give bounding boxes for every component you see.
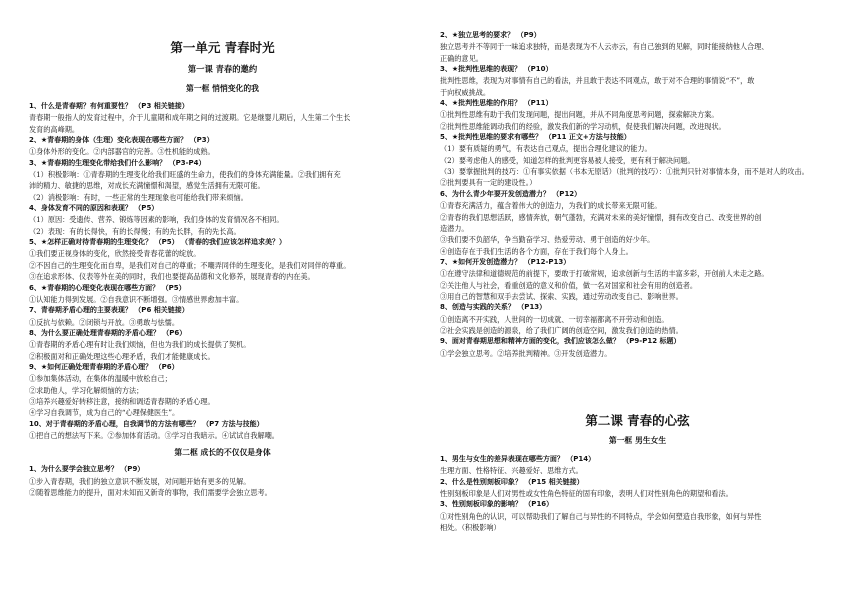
answer-line: （2）消极影响：有时，一些正常的生理现象也可能给我们带来烦恼。 — [29, 192, 248, 202]
question-heading: 1、什么是青春期？有何重要性？ （P3 相关链接） — [29, 102, 189, 110]
question-heading: 7、青春期矛盾心理的主要表现？ （P6 相关链接） — [29, 306, 189, 315]
answer-line: ②批判性思维能调动我们的经验，激发我们新的学习动机，促使我们解决问题，改进现状。 — [440, 121, 726, 131]
question-heading: 8、为什么要正确处理青春期的矛盾心理？ （P6） — [29, 328, 187, 337]
answer-line: 于向权威挑战。 — [440, 87, 490, 97]
answer-line: 批判性思维，表现为对事情有自己的看法，并且敢于表达不同观点，敢于对不合理的事情说“不”，敢 — [440, 76, 755, 86]
answer-line: 正确的意见。 — [440, 53, 483, 63]
answer-line: ①我们要正视身体的变化，欣然接受青春花蕾的绽放。 — [29, 249, 201, 259]
question-heading: 5、★怎样正确对待青春期的生理变化？ （P5） （青春的我们应该怎样追求美？） — [29, 238, 287, 247]
answer-line: 发育的高峰期。 — [29, 124, 79, 134]
question-heading: 1、男生与女生的差异表现在哪些方面？ （P14） — [440, 454, 596, 463]
question-heading: 5、★批判性思维的要求有哪些？ （P11 正文+方法与技能） — [440, 133, 631, 142]
lesson-title: 第一课 青春的邀约 — [187, 64, 258, 74]
frame-title: 第一框 男生女生 — [608, 435, 667, 445]
answer-line: ①在遵守法律和道德规范的前提下，要敢于打破常规，追求创新与生活的丰富多彩，开创前人未走之路。 — [440, 269, 769, 279]
answer-line: ②批判要具有一定的建设性。） — [440, 178, 537, 188]
answer-line: ①青春充满活力，蕴含着伟大的创造力，为我们的成长带来无限可能。 — [440, 201, 662, 211]
answer-line: ①认知能力得到发展。②自我意识不断增强。③情感世界愈加丰富。 — [29, 294, 244, 304]
answer-line: ③我们要不负韶华，争当勤奋学习、热爱劳动、勇于创造的好少年。 — [440, 235, 655, 245]
answer-line: 相处。（积极影响） — [440, 523, 501, 533]
answer-line: ②关注他人与社会，看重创造的意义和价值，做一名对国家和社会有用的创造者。 — [440, 280, 698, 290]
question-heading: 2、★青春期的身体（生理）变化表现在哪些方面？ （P3） — [29, 136, 214, 145]
answer-line: ③在追求形体、仪表等外在美的同时，我们也要提高品德和文化修养，展现青春的内在美。 — [29, 272, 315, 282]
unit-title: 第一单元 青春时光 — [170, 40, 275, 55]
answer-line: （2）表现：有的长得快，有的长得慢；有的先长胖，有的先长高。 — [29, 226, 241, 236]
answer-line: ④学习自我调节，成为自己的“心理保健医生”。 — [29, 408, 180, 418]
frame-title: 第二框 成长的不仅仅是身体 — [174, 448, 271, 458]
question-heading: 3、★批判性思维的表现？ （P10） — [440, 65, 553, 74]
question-heading: 4、★批判性思维的作用？ （P11） — [440, 99, 553, 108]
question-heading: 4、身体发育不同的原因和表现？ （P5） — [29, 204, 159, 213]
answer-line: ②青春的我们思想活跃，感情奔放，朝气蓬勃，充满对未来的美好憧憬，拥有改变自己、改变世界的创 — [440, 212, 762, 222]
answer-line: ①步入青春期，我们的独立意识不断发展，对问题开始有更多的见解。 — [29, 476, 251, 486]
question-heading: 2、★独立思考的要求？ （P9） — [440, 31, 541, 39]
answer-line: ②积极面对和正确处理这些心理矛盾，我们才能健康成长。 — [29, 351, 215, 361]
answer-line: （1）原因：受遗传、营养、锻炼等因素的影响，我们身体的发育情况各不相同。 — [29, 215, 284, 225]
question-heading: 10、对于青春期的矛盾心理，自我调节的方法有哪些？ （P7 方法与技能） — [29, 419, 264, 428]
answer-line: 性别刻板印象是人们对男性或女性角色特征的固有印象，表明人们对性别角色的期望和看法。 — [440, 489, 733, 498]
answer-line: ①创造离不开实践，人世间的一切成就、一切幸福都离不开劳动和创造。 — [440, 314, 669, 324]
question-heading: 7、★如何开发创造潜力？ （P12-P13） — [440, 257, 571, 266]
answer-line: （2）要考虑他人的感受，知道怎样的批判更容易被人接受，更有利于解决问题。 — [440, 155, 695, 165]
answer-line: ①对性别角色的认识，可以帮助我们了解自己与异性的不同特点，学会如何塑造自我形象，如何与异性 — [440, 511, 762, 521]
section-lines — [440, 454, 835, 533]
answer-line: ③用自己的智慧和双手去尝试、探索、实践，通过劳动改变自己、影响世界。 — [440, 291, 683, 301]
section-lines — [29, 464, 416, 498]
answer-line: （3）要掌握批判的技巧：①有事实依据（书本无原话）（批判的技巧）：①批判只针对事情本身，而不是对人的攻击。 — [440, 167, 809, 177]
answer-line: 沛的精力、敏捷的思维，对成长充满憧憬和渴望，感觉生活拥有无限可能。 — [29, 181, 265, 191]
question-heading: 3、★青春期的生理变化带给我们什么影响？ （P3-P4） — [29, 158, 206, 167]
question-heading: 9、面对青春期思想和精神方面的变化，我们应该怎么做？ （P9-P12 标题） — [440, 337, 681, 346]
question-heading: 1、为什么要学会独立思考？ （P9） — [29, 465, 145, 474]
answer-line: ①参加集体活动，在集体的温暖中放松自己； — [29, 374, 172, 384]
frame-title: 第一框 悄悄变化的我 — [186, 84, 259, 93]
answer-line: （1）要有质疑的勇气，有表达自己观点，提出合理化建议的能力。 — [440, 144, 652, 154]
answer-line: 生理方面、性格特征、兴趣爱好、思维方式。 — [440, 466, 583, 476]
question-heading: 8、创造与实践的关系？ （P13） — [440, 303, 547, 312]
section-lines — [440, 30, 835, 359]
question-heading: 6、★青春期的心理变化表现在哪些方面？ （P5） — [29, 283, 186, 292]
answer-line: ②随着思维能力的提升，面对未知而又新奇的事物，我们需要学会独立思考。 — [29, 488, 272, 497]
answer-line: 青春期一般指人的发育过程中，介于儿童期和成年期之间的过渡期。它是继婴儿期后，人生第二个生长 — [29, 113, 351, 123]
answer-line: ②求助他人，学习化解烦恼的方法； — [29, 385, 144, 395]
answer-line: ②社会实践是创造的源泉，给了我们广阔的创造空间，激发我们创造的热情。 — [440, 325, 683, 335]
answer-line: ④创造存在于我们生活的各个方面，存在于我们每个人身上。 — [440, 246, 633, 256]
answer-line: ①反抗与依赖。②闭锁与开放。③勇敢与怯懦。 — [29, 317, 179, 327]
lesson-title: 第二课 青春的心弦 — [585, 412, 690, 428]
answer-line: ①学会独立思考。②培养批判精神。③开发创造潜力。 — [440, 348, 612, 358]
question-heading: 6、为什么青少年要开发创造潜力？ （P12） — [440, 189, 582, 198]
question-heading: 3、性别刻板印象的影响？ （P16） — [440, 500, 554, 509]
answer-line: ①身体外形的变化。②内部器官的完善。③性机能的成熟。 — [29, 147, 215, 157]
left-column — [29, 0, 416, 498]
question-heading: 2、什么是性别刻板印象？ （P15 相关链接） — [440, 477, 584, 486]
answer-line: ①青春期的矛盾心理有时让我们烦恼，但也为我们的成长提供了契机。 — [29, 340, 251, 350]
answer-line: 独立思考并不等同于一味追求独特，而是表现为不人云亦云，有自己独到的见解，同时能接纳他人合理、 — [440, 42, 769, 52]
answer-line: ③培养兴趣爱好转移注意，接纳和调适青春期的矛盾心理。 — [29, 396, 215, 406]
right-column — [440, 0, 835, 533]
section-lines — [29, 101, 416, 441]
answer-line: ①把自己的想法写下来。②参加体育活动。③学习自我暗示。④试试自我解嘲。 — [29, 430, 279, 440]
answer-line: （1）积极影响：①青春期的生理变化给我们旺盛的生命力，使我们的身体充满能量。②我们拥有充 — [29, 170, 341, 180]
answer-line: ②不因自己的生理变化而自卑，是我们对自己的尊重；不嘲弄同伴的生理变化，是我们对同伴的尊重。 — [29, 260, 351, 270]
question-heading: 9、★如何正确处理青春期的矛盾心理？ （P6） — [29, 362, 179, 371]
answer-line: 造潜力。 — [440, 223, 469, 233]
answer-line: ①批判性思维有助于我们发现问题，提出问题，并从不同角度思考问题，探索解决方案。 — [440, 110, 719, 120]
